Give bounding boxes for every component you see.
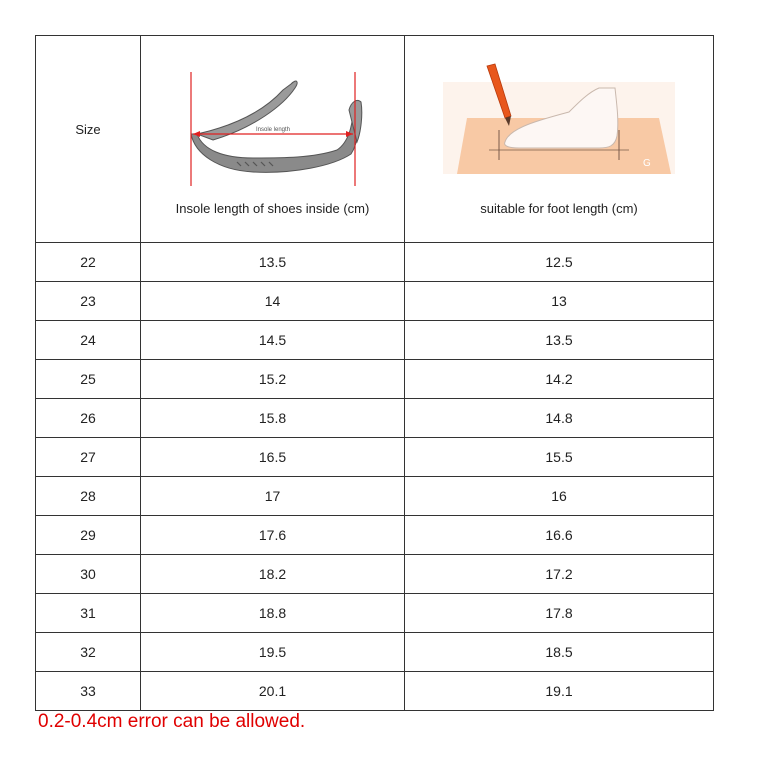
foot-cell: 12.5 xyxy=(405,243,714,282)
size-cell: 32 xyxy=(36,633,141,672)
insole-cell: 14.5 xyxy=(141,321,405,360)
insole-cell: 18.2 xyxy=(141,555,405,594)
foot-measure-illustration xyxy=(439,62,679,187)
size-cell: 28 xyxy=(36,477,141,516)
foot-cell: 14.2 xyxy=(405,360,714,399)
size-cell: 30 xyxy=(36,555,141,594)
svg-text:G: G xyxy=(643,158,651,169)
size-cell: 27 xyxy=(36,438,141,477)
foot-cell: 17.2 xyxy=(405,555,714,594)
insole-cell: 19.5 xyxy=(141,633,405,672)
size-cell: 25 xyxy=(36,360,141,399)
size-cell: 33 xyxy=(36,672,141,711)
size-chart-table xyxy=(35,35,714,711)
insole-cell: 17 xyxy=(141,477,405,516)
table-row xyxy=(36,399,714,438)
table-row xyxy=(36,321,714,360)
foot-cell: 13 xyxy=(405,282,714,321)
size-header-label: Size xyxy=(75,122,101,137)
foot-cell: 18.5 xyxy=(405,633,714,672)
foot-cell: 17.8 xyxy=(405,594,714,633)
insole-cell: 17.6 xyxy=(141,516,405,555)
size-cell: 23 xyxy=(36,282,141,321)
foot-header-caption: suitable for foot length (cm) xyxy=(480,201,638,216)
shoe-insole-illustration xyxy=(173,62,373,187)
table-row xyxy=(36,555,714,594)
table-row xyxy=(36,243,714,282)
table-row xyxy=(36,516,714,555)
size-header-cell xyxy=(36,36,141,243)
table-row xyxy=(36,282,714,321)
insole-cell: 15.2 xyxy=(141,360,405,399)
foot-header-cell xyxy=(405,36,714,243)
size-cell: 29 xyxy=(36,516,141,555)
table-row xyxy=(36,594,714,633)
table-header-row xyxy=(36,36,714,243)
foot-cell: 13.5 xyxy=(405,321,714,360)
tolerance-note: 0.2-0.4cm error can be allowed. xyxy=(38,711,306,732)
insole-header-cell xyxy=(141,36,405,243)
table-row xyxy=(36,477,714,516)
foot-cell: 14.8 xyxy=(405,399,714,438)
insole-cell: 18.8 xyxy=(141,594,405,633)
insole-header-caption: Insole length of shoes inside (cm) xyxy=(175,201,370,216)
table-row xyxy=(36,633,714,672)
foot-cell: 16.6 xyxy=(405,516,714,555)
insole-cell: 15.8 xyxy=(141,399,405,438)
foot-cell: 15.5 xyxy=(405,438,714,477)
size-cell: 22 xyxy=(36,243,141,282)
foot-cell: 16 xyxy=(405,477,714,516)
table-row xyxy=(36,672,714,711)
table-row xyxy=(36,360,714,399)
size-cell: 31 xyxy=(36,594,141,633)
insole-illustration-label: Insole length xyxy=(255,127,290,133)
size-cell: 26 xyxy=(36,399,141,438)
insole-cell: 14 xyxy=(141,282,405,321)
insole-cell: 16.5 xyxy=(141,438,405,477)
insole-cell: 13.5 xyxy=(141,243,405,282)
size-cell: 24 xyxy=(36,321,141,360)
insole-cell: 20.1 xyxy=(141,672,405,711)
table-row xyxy=(36,438,714,477)
foot-cell: 19.1 xyxy=(405,672,714,711)
